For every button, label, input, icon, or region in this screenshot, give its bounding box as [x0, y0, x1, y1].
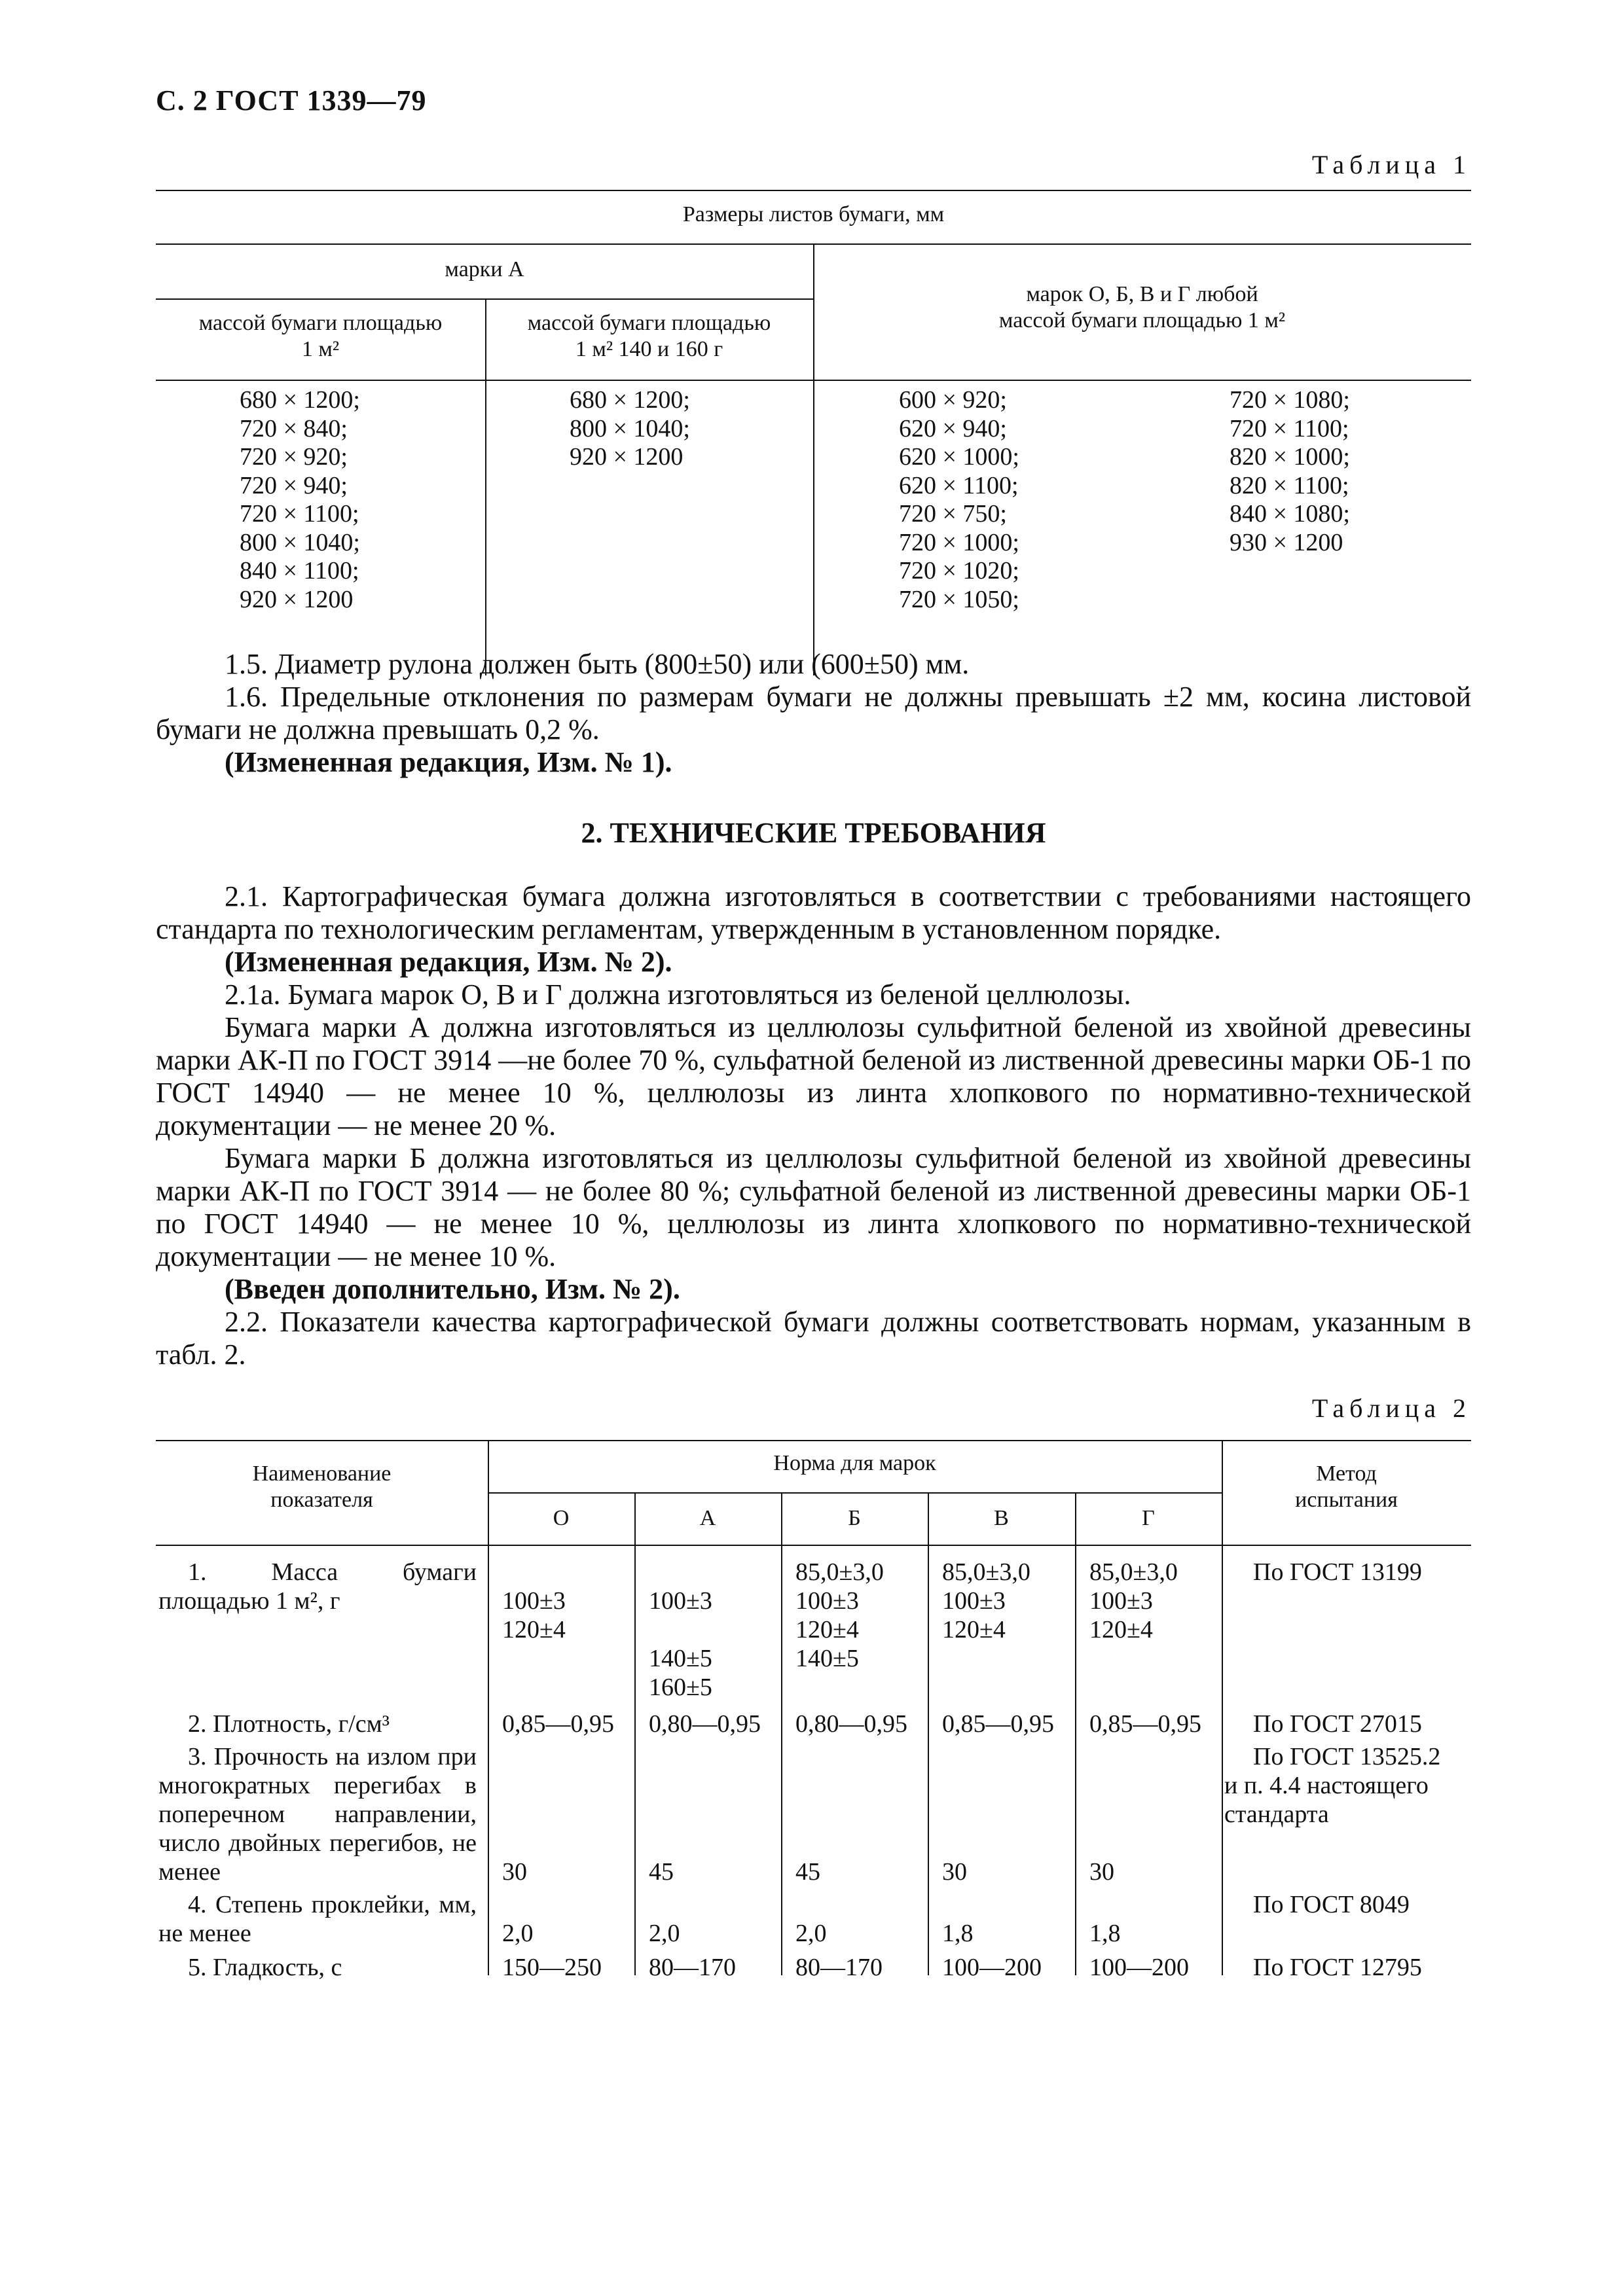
row1-a: 100±3 140±5 160±5	[649, 1587, 712, 1701]
table-cell: 720 × 1050;	[899, 585, 1019, 613]
row4-g: 1,8	[1089, 1920, 1121, 1947]
table1-group-a: марки А	[445, 257, 524, 281]
rule	[156, 298, 813, 300]
table-cell: 840 × 1100;	[240, 557, 359, 584]
row5-a: 80—170	[649, 1954, 736, 1981]
row5-g: 100—200	[1089, 1954, 1189, 1981]
table-cell: 680 × 1200;	[240, 386, 360, 414]
table-cell: 720 × 1020;	[899, 557, 1019, 584]
rule	[1222, 1440, 1223, 1975]
rule	[156, 380, 1471, 381]
row5-b: 80—170	[795, 1954, 883, 1981]
row3-g: 30	[1089, 1858, 1114, 1886]
table-cell: 820 × 1000;	[1230, 443, 1350, 471]
row5-v: 100—200	[942, 1954, 1042, 1981]
row1-v: 85,0±3,0 100±3 120±4	[942, 1558, 1030, 1643]
section-heading: 2. ТЕХНИЧЕСКИЕ ТРЕБОВАНИЯ	[581, 817, 1046, 849]
row2-o: 0,85—0,95	[502, 1710, 614, 1738]
row1-o: 100±3 120±4	[502, 1587, 566, 1643]
table-cell: 720 × 840;	[240, 414, 348, 442]
clause-2-1a: 2.1а. Бумага марок О, В и Г должна изготовляться из беленой целлюлозы.	[225, 978, 1131, 1011]
rule	[156, 1545, 1471, 1546]
table2-name-header: Наименование показателя	[252, 1462, 392, 1512]
rule	[781, 1492, 782, 1975]
table-cell: 930 × 1200	[1230, 528, 1343, 556]
rule	[156, 1440, 1471, 1441]
row3-method: По ГОСТ 13525.2 и п. 4.4 настоящего стандарта	[1224, 1743, 1441, 1828]
table2-norm-header: Норма для марок	[773, 1451, 936, 1475]
table-cell: 920 × 1200	[570, 443, 684, 471]
row2-b: 0,80—0,95	[795, 1710, 907, 1738]
row3-name: 3. Прочность на излом при многократных перегибах в поперечном направлении, число двойных перегибов, не менее	[158, 1743, 477, 1886]
table1-title: Размеры листов бумаги, мм	[682, 202, 945, 226]
row4-v: 1,8	[942, 1920, 974, 1947]
table-cell: 600 × 920;	[899, 386, 1007, 414]
table1-col2-values	[570, 386, 690, 472]
table2-caption: Таблица 2	[1311, 1393, 1471, 1423]
table1-col3-header: марок О, Б, В и Г любой массой бумаги площадью 1 м²	[998, 282, 1286, 332]
clauses-1	[156, 648, 1471, 779]
row4-name: 4. Степень проклейки, мм, не менее	[158, 1891, 477, 1947]
table-cell: 620 × 1000;	[899, 443, 1019, 471]
paragraph-grade-b: Бумага марки Б должна изготовляться из целлюлозы сульфитной беленой из хвойной древесины марки АК-П по ГОСТ 3914 — не более 80 %; сульфатной беленой из лиственной древесины марки ОБ-1 по ГОСТ 14940 — не менее 10 %, целлюлозы из линта хлопкового по нормативно-технической документации — не менее 10 %.	[156, 1142, 1471, 1272]
row5-o: 150—250	[502, 1954, 602, 1981]
grade-header-a: А	[699, 1506, 716, 1530]
row4-o: 2,0	[502, 1920, 534, 1947]
table-cell: 800 × 1040;	[570, 414, 690, 442]
table2-method-header: Метод испытания	[1295, 1462, 1398, 1512]
rule	[156, 190, 1471, 191]
row4-method: По ГОСТ 8049	[1253, 1891, 1410, 1918]
running-title: С. 2 ГОСТ 1339—79	[156, 84, 427, 117]
clause-2-1: 2.1. Картографическая бумага должна изготовляться в соответствии с требованиями настоящего стандарта по технологическим регламентам, утвержденным в установленном порядке.	[156, 880, 1471, 945]
row2-v: 0,85—0,95	[942, 1710, 1054, 1738]
rule	[928, 1492, 929, 1975]
row1-method: По ГОСТ 13199	[1253, 1558, 1422, 1586]
table-cell: 840 × 1080;	[1230, 500, 1350, 528]
table1-col2-header: массой бумаги площадью 1 м² 140 и 160 г	[527, 311, 771, 361]
rule	[488, 1492, 1222, 1494]
grade-header-g: Г	[1142, 1506, 1155, 1530]
clause-2-2: 2.2. Показатели качества картографической бумаги должны соответствовать нормам, указанным в табл. 2.	[156, 1306, 1471, 1371]
grade-header-b: Б	[848, 1506, 861, 1530]
row2-a: 0,80—0,95	[649, 1710, 761, 1738]
row1-name: 1. Масса бумаги площадью 1 м², г	[158, 1558, 477, 1615]
table-cell: 720 × 1100;	[1230, 414, 1349, 442]
table-cell: 620 × 940;	[899, 414, 1007, 442]
table-cell: 720 × 920;	[240, 443, 348, 471]
table-cell: 720 × 940;	[240, 471, 348, 499]
row1-b: 85,0±3,0 100±3 120±4 140±5	[795, 1558, 884, 1672]
clause-1-6: 1.6. Предельные отклонения по размерам бумаги не должны превышать ±2 мм, косина листовой бумаги не должна превышать 0,2 %.	[156, 681, 1471, 745]
table1-col3b-values	[1230, 386, 1350, 557]
row3-v: 30	[942, 1858, 967, 1886]
row2-g: 0,85—0,95	[1089, 1710, 1201, 1738]
clauses-2	[156, 880, 1471, 1371]
row1-g: 85,0±3,0 100±3 120±4	[1089, 1558, 1178, 1643]
rule	[1075, 1492, 1076, 1975]
paragraph-grade-a: Бумага марки А должна изготовляться из целлюлозы сульфитной беленой из хвойной древесины марки АК-П по ГОСТ 3914 —не более 70 %, сульфатной беленой из лиственной древесины марки ОБ-1 по ГОСТ 14940 — не менее 10 %, целлюлозы из линта хлопкового по нормативно-технической документации — не менее 20 %.	[156, 1011, 1471, 1141]
table-cell: 720 × 1100;	[240, 500, 359, 528]
change-note-2: (Измененная редакция, Изм. № 2).	[225, 946, 672, 978]
table1-caption: Таблица 1	[1311, 150, 1471, 179]
row5-method: По ГОСТ 12795	[1253, 1954, 1422, 1981]
row5-name: 5. Гладкость, с	[188, 1954, 342, 1981]
row3-b: 45	[795, 1858, 820, 1886]
table-cell: 800 × 1040;	[240, 528, 360, 556]
row4-a: 2,0	[649, 1920, 680, 1947]
grade-header-o: О	[553, 1506, 570, 1530]
row4-b: 2,0	[795, 1920, 827, 1947]
grade-header-v: В	[994, 1506, 1009, 1530]
row2-method: По ГОСТ 27015	[1253, 1710, 1422, 1738]
table-cell: 920 × 1200	[240, 585, 354, 613]
table-cell: 680 × 1200;	[570, 386, 690, 414]
row3-a: 45	[649, 1858, 674, 1886]
change-note-1: (Измененная редакция, Изм. № 1).	[225, 746, 672, 778]
clause-1-5: 1.5. Диаметр рулона должен быть (800±50) или (600±50) мм.	[225, 648, 970, 680]
row3-o: 30	[502, 1858, 527, 1886]
row2-name: 2. Плотность, г/см³	[188, 1710, 390, 1738]
table-cell: 820 × 1100;	[1230, 471, 1349, 499]
table1-col1-values	[240, 386, 360, 614]
table-cell: 620 × 1100;	[899, 471, 1019, 499]
added-note-2: (Введен дополнительно, Изм. № 2).	[225, 1273, 680, 1305]
table-cell: 720 × 1080;	[1230, 386, 1350, 414]
table1-col1-header: массой бумаги площадью 1 м²	[198, 311, 443, 361]
table1-col3a-values	[899, 386, 1019, 614]
rule	[634, 1492, 636, 1975]
table-cell: 720 × 750;	[899, 500, 1007, 528]
table-cell: 720 × 1000;	[899, 528, 1019, 556]
